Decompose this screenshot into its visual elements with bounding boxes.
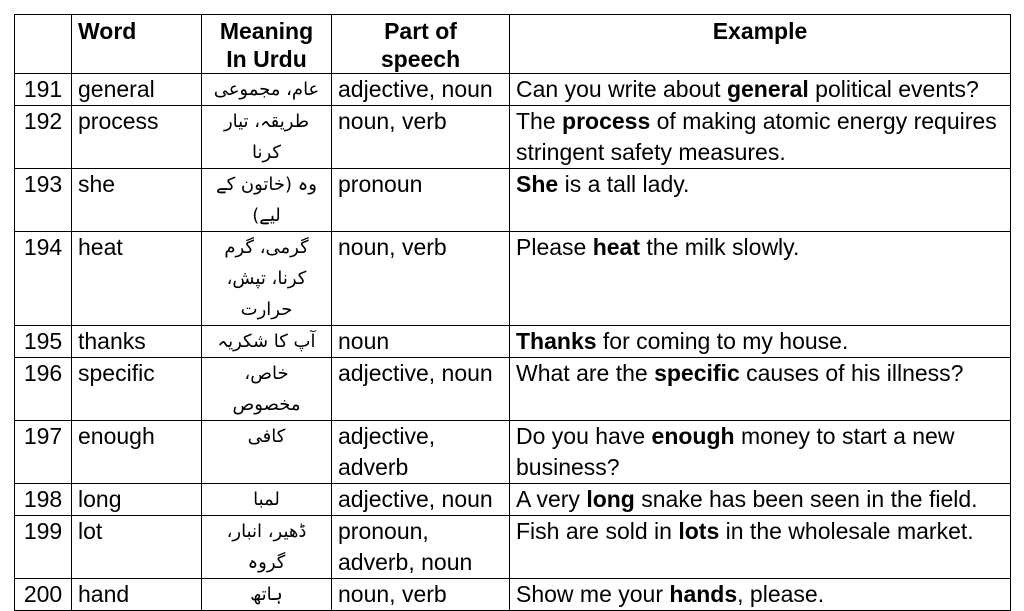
header-word-label: Word bbox=[78, 18, 137, 44]
row-number: 196 bbox=[15, 358, 72, 421]
urdu-meaning-cell: طریقہ، تیار کرنا bbox=[202, 106, 332, 169]
table-row bbox=[15, 74, 1011, 106]
word-cell: lot bbox=[72, 516, 202, 579]
header-part-of-speech bbox=[332, 15, 510, 74]
table-row bbox=[15, 232, 1011, 326]
part-of-speech-cell: noun bbox=[332, 326, 510, 358]
example-text-before: Can you write about bbox=[516, 76, 727, 102]
example-keyword: long bbox=[586, 486, 635, 512]
urdu-meaning-cell: خاص، مخصوص bbox=[202, 358, 332, 421]
word-cell: general bbox=[72, 74, 202, 106]
example-cell bbox=[510, 579, 1011, 611]
word-cell: heat bbox=[72, 232, 202, 326]
example-text-after: the milk slowly. bbox=[640, 234, 800, 260]
example-keyword: heat bbox=[592, 234, 641, 260]
header-meaning-line2: In Urdu bbox=[226, 46, 307, 72]
part-of-speech-cell: pronoun bbox=[332, 169, 510, 232]
word-cell: hand bbox=[72, 579, 202, 611]
table-row bbox=[15, 169, 1011, 232]
table-row bbox=[15, 579, 1011, 611]
part-of-speech-cell: noun, verb bbox=[332, 106, 510, 169]
example-keyword: process bbox=[562, 108, 651, 134]
example-cell bbox=[510, 232, 1011, 326]
example-text-before: Fish are sold in bbox=[516, 518, 679, 544]
table-row bbox=[15, 358, 1011, 421]
urdu-meaning-cell: وہ (خاتون کے لیے) bbox=[202, 169, 332, 232]
row-number: 197 bbox=[15, 421, 72, 484]
row-number: 192 bbox=[15, 106, 72, 169]
table-row bbox=[15, 516, 1011, 579]
word-cell: she bbox=[72, 169, 202, 232]
row-number: 191 bbox=[15, 74, 72, 106]
example-text-after: causes of his illness? bbox=[739, 360, 964, 386]
table-row bbox=[15, 106, 1011, 169]
urdu-meaning-cell: ڈھیر، انبار، گروہ bbox=[202, 516, 332, 579]
part-of-speech-cell: adjective, noun bbox=[332, 74, 510, 106]
example-cell bbox=[510, 106, 1011, 169]
example-keyword: specific bbox=[654, 360, 740, 386]
example-text-after: of making atomic energy requires stringent safety measures. bbox=[516, 108, 997, 165]
example-cell bbox=[510, 484, 1011, 516]
word-cell: long bbox=[72, 484, 202, 516]
example-text-after: political events? bbox=[808, 76, 979, 102]
example-keyword: Thanks bbox=[516, 328, 597, 354]
header-number bbox=[15, 15, 72, 74]
table-row bbox=[15, 484, 1011, 516]
header-pos-line2: speech bbox=[380, 46, 461, 72]
header-word bbox=[72, 15, 202, 74]
urdu-meaning-cell: ہاتھ bbox=[202, 579, 332, 611]
example-keyword: hands bbox=[669, 581, 738, 607]
word-cell: process bbox=[72, 106, 202, 169]
row-number: 195 bbox=[15, 326, 72, 358]
urdu-meaning-cell: آپ کا شکریہ bbox=[202, 326, 332, 358]
part-of-speech-cell: adjective, noun bbox=[332, 358, 510, 421]
header-pos-line1: Part of bbox=[384, 18, 457, 44]
header-row bbox=[15, 15, 1011, 74]
urdu-meaning-cell: عام، مجموعی bbox=[202, 74, 332, 106]
urdu-meaning-cell: کافی bbox=[202, 421, 332, 484]
urdu-meaning-cell: گرمی، گرم کرنا، تپش، حرارت bbox=[202, 232, 332, 326]
row-number: 200 bbox=[15, 579, 72, 611]
example-keyword: general bbox=[726, 76, 809, 102]
part-of-speech-cell: adjective, noun bbox=[332, 484, 510, 516]
row-number: 198 bbox=[15, 484, 72, 516]
example-text-before: The bbox=[516, 108, 563, 134]
example-text-after: is a tall lady. bbox=[558, 171, 690, 197]
example-cell bbox=[510, 326, 1011, 358]
example-keyword: lots bbox=[678, 518, 720, 544]
vocabulary-table bbox=[14, 14, 1011, 611]
example-keyword: She bbox=[516, 171, 559, 197]
part-of-speech-cell: noun, verb bbox=[332, 232, 510, 326]
example-text-before: Please bbox=[516, 234, 593, 260]
example-text-before: Show me your bbox=[516, 581, 670, 607]
example-cell bbox=[510, 169, 1011, 232]
row-number: 199 bbox=[15, 516, 72, 579]
example-cell bbox=[510, 358, 1011, 421]
header-meaning bbox=[202, 15, 332, 74]
example-text-after: for coming to my house. bbox=[596, 328, 849, 354]
example-text-after: snake has been seen in the field. bbox=[634, 486, 978, 512]
header-example: Example bbox=[510, 15, 1011, 74]
word-cell: specific bbox=[72, 358, 202, 421]
example-text-after: money to start a new business? bbox=[516, 423, 955, 480]
urdu-meaning-cell: لمبا bbox=[202, 484, 332, 516]
table-row bbox=[15, 326, 1011, 358]
example-keyword: enough bbox=[651, 423, 735, 449]
example-text-before: A very bbox=[516, 486, 587, 512]
word-cell: thanks bbox=[72, 326, 202, 358]
header-meaning-line1: Meaning bbox=[219, 18, 314, 44]
table-row bbox=[15, 421, 1011, 484]
part-of-speech-cell: noun, verb bbox=[332, 579, 510, 611]
row-number: 193 bbox=[15, 169, 72, 232]
example-text-after: in the wholesale market. bbox=[719, 518, 974, 544]
example-cell bbox=[510, 74, 1011, 106]
word-cell: enough bbox=[72, 421, 202, 484]
example-cell bbox=[510, 421, 1011, 484]
part-of-speech-cell: pronoun, adverb, noun bbox=[332, 516, 510, 579]
part-of-speech-cell: adjective, adverb bbox=[332, 421, 510, 484]
example-cell bbox=[510, 516, 1011, 579]
example-text-before: Do you have bbox=[516, 423, 652, 449]
example-text-before: What are the bbox=[516, 360, 655, 386]
row-number: 194 bbox=[15, 232, 72, 326]
example-text-after: , please. bbox=[737, 581, 825, 607]
